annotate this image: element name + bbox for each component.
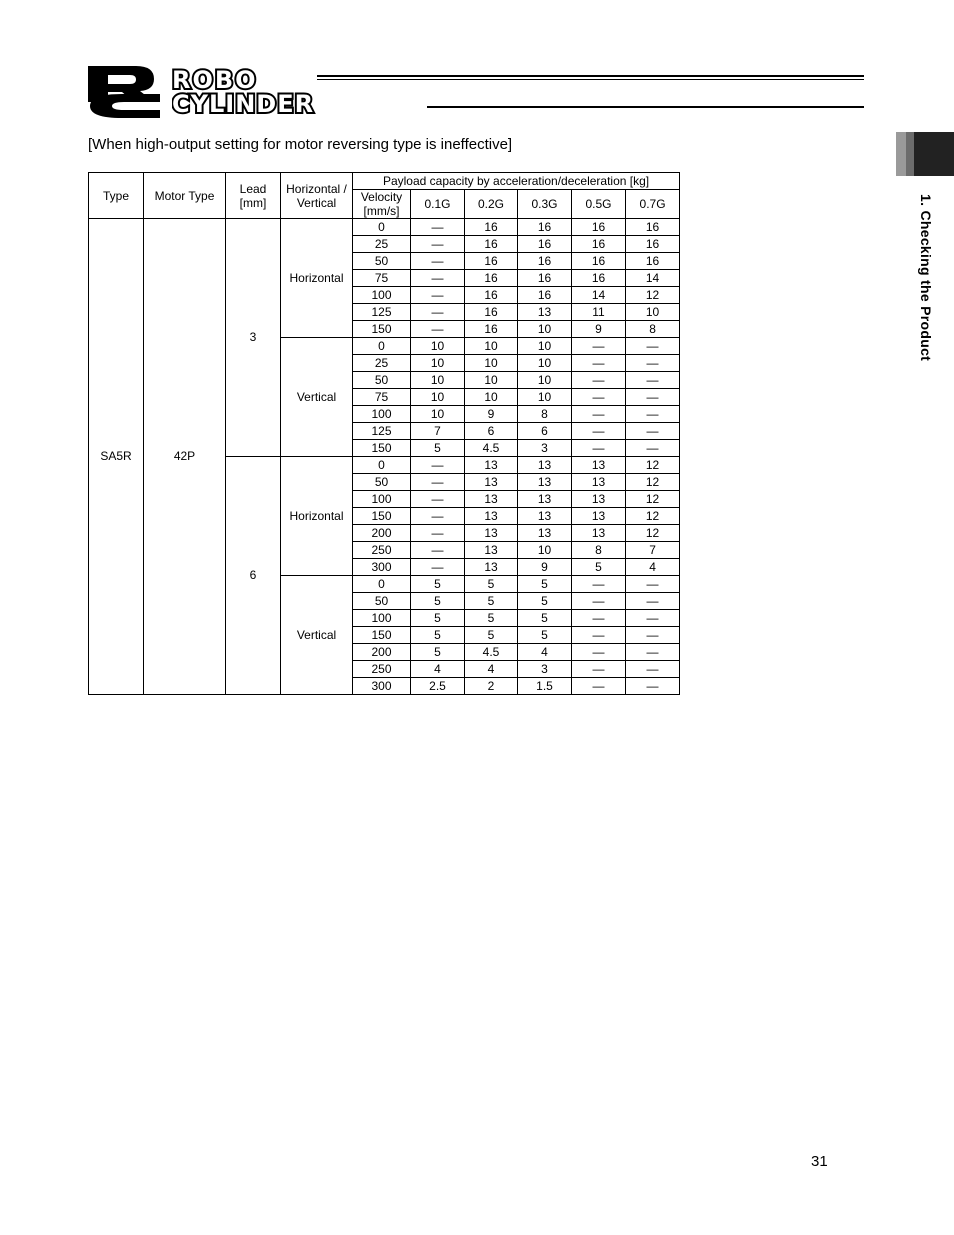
cell-payload: 10 — [518, 389, 572, 406]
payload-table — [88, 172, 680, 695]
header-accel: 0.7G — [626, 190, 680, 219]
cell-payload: 13 — [572, 508, 626, 525]
cell-payload: — — [411, 253, 465, 270]
cell-payload: 5 — [465, 576, 518, 593]
cell-payload: — — [411, 559, 465, 576]
cell-payload: 13 — [572, 474, 626, 491]
cell-velocity: 300 — [353, 559, 411, 576]
cell-payload: 10 — [518, 355, 572, 372]
svg-text:ROBO: ROBO — [172, 66, 258, 94]
cell-payload: 5 — [518, 576, 572, 593]
cell-velocity: 0 — [353, 457, 411, 474]
header-velocity: Velocity [mm/s] — [353, 190, 411, 219]
cell-velocity: 75 — [353, 389, 411, 406]
cell-velocity: 100 — [353, 406, 411, 423]
cell-payload: 13 — [518, 457, 572, 474]
cell-payload: 12 — [626, 457, 680, 474]
header-rule-top-thin — [317, 79, 864, 80]
cell-payload: 13 — [572, 491, 626, 508]
cell-payload: — — [411, 236, 465, 253]
header-rule-top — [317, 75, 864, 77]
cell-payload: 4.5 — [465, 644, 518, 661]
cell-payload: 7 — [411, 423, 465, 440]
cell-payload: — — [572, 644, 626, 661]
cell-payload: — — [572, 372, 626, 389]
cell-payload: 10 — [465, 355, 518, 372]
cell-payload: 16 — [465, 304, 518, 321]
cell-payload: 13 — [518, 304, 572, 321]
cell-payload: — — [411, 287, 465, 304]
cell-payload: 10 — [518, 542, 572, 559]
chapter-tab-marker — [896, 132, 954, 176]
payload-table-body — [89, 219, 680, 695]
cell-payload: 5 — [572, 559, 626, 576]
cell-payload: — — [572, 389, 626, 406]
robo-cylinder-logo — [86, 62, 426, 120]
header-accel: 0.1G — [411, 190, 465, 219]
cell-payload: — — [411, 304, 465, 321]
cell-motor-type: 42P — [144, 219, 226, 695]
cell-velocity: 150 — [353, 440, 411, 457]
cell-payload: 13 — [465, 457, 518, 474]
cell-payload: 2.5 — [411, 678, 465, 695]
cell-payload: 16 — [518, 236, 572, 253]
cell-type: SA5R — [89, 219, 144, 695]
cell-payload: 11 — [572, 304, 626, 321]
cell-payload: — — [572, 593, 626, 610]
cell-payload: 5 — [411, 627, 465, 644]
cell-payload: — — [572, 576, 626, 593]
cell-payload: 5 — [518, 593, 572, 610]
cell-payload: 5 — [411, 576, 465, 593]
cell-payload: — — [572, 423, 626, 440]
cell-payload: 3 — [518, 440, 572, 457]
cell-payload: — — [626, 389, 680, 406]
header-type: Type — [89, 173, 144, 219]
cell-velocity: 150 — [353, 508, 411, 525]
cell-payload: — — [411, 491, 465, 508]
cell-payload: — — [572, 661, 626, 678]
cell-velocity: 50 — [353, 474, 411, 491]
cell-payload: 13 — [518, 508, 572, 525]
cell-payload: 3 — [518, 661, 572, 678]
cell-payload: 10 — [465, 338, 518, 355]
header-accel: 0.5G — [572, 190, 626, 219]
cell-payload: 16 — [518, 270, 572, 287]
cell-payload: 10 — [411, 338, 465, 355]
cell-velocity: 200 — [353, 644, 411, 661]
section-title: [When high-output setting for motor reversing type is ineffective] — [88, 136, 513, 153]
cell-payload: — — [411, 219, 465, 236]
cell-orientation: Horizontal — [281, 457, 353, 576]
cell-velocity: 25 — [353, 236, 411, 253]
cell-payload: — — [626, 661, 680, 678]
cell-payload: — — [626, 610, 680, 627]
cell-payload: — — [626, 355, 680, 372]
logo-wordmark-art — [172, 66, 422, 118]
cell-velocity: 0 — [353, 338, 411, 355]
cell-payload: 5 — [411, 440, 465, 457]
cell-payload: 16 — [572, 219, 626, 236]
cell-orientation: Horizontal — [281, 219, 353, 338]
cell-orientation: Vertical — [281, 338, 353, 457]
cell-payload: 10 — [518, 338, 572, 355]
cell-payload: 5 — [465, 610, 518, 627]
cell-velocity: 100 — [353, 491, 411, 508]
header-motor-type: Motor Type — [144, 173, 226, 219]
cell-payload: 16 — [465, 287, 518, 304]
cell-velocity: 300 — [353, 678, 411, 695]
page-number: 31 — [811, 1153, 828, 1170]
cell-payload: 7 — [626, 542, 680, 559]
cell-payload: — — [411, 525, 465, 542]
cell-payload: — — [411, 542, 465, 559]
cell-lead: 6 — [226, 457, 281, 695]
cell-payload: — — [626, 372, 680, 389]
cell-payload: 13 — [465, 542, 518, 559]
cell-payload: — — [572, 406, 626, 423]
header-rule-bottom — [427, 106, 864, 108]
header-accel: 0.3G — [518, 190, 572, 219]
cell-payload: 12 — [626, 491, 680, 508]
cell-payload: 4 — [626, 559, 680, 576]
cell-payload: 13 — [572, 525, 626, 542]
cell-payload: 8 — [518, 406, 572, 423]
cell-payload: 16 — [465, 236, 518, 253]
cell-velocity: 25 — [353, 355, 411, 372]
cell-payload: 10 — [465, 372, 518, 389]
cell-payload: 6 — [518, 423, 572, 440]
cell-payload: — — [572, 355, 626, 372]
cell-payload: — — [626, 644, 680, 661]
cell-payload: 5 — [411, 644, 465, 661]
cell-payload: — — [626, 593, 680, 610]
cell-velocity: 150 — [353, 321, 411, 338]
cell-payload: 16 — [572, 253, 626, 270]
cell-payload: 5 — [518, 627, 572, 644]
cell-velocity: 250 — [353, 542, 411, 559]
cell-payload: — — [572, 338, 626, 355]
cell-orientation: Vertical — [281, 576, 353, 695]
cell-payload: 13 — [465, 508, 518, 525]
cell-payload: 13 — [518, 525, 572, 542]
cell-payload: — — [572, 610, 626, 627]
cell-payload: 5 — [465, 593, 518, 610]
cell-payload: 16 — [465, 270, 518, 287]
cell-lead: 3 — [226, 219, 281, 457]
cell-payload: — — [626, 678, 680, 695]
cell-payload: 8 — [626, 321, 680, 338]
cell-payload: — — [572, 627, 626, 644]
cell-payload: 5 — [411, 593, 465, 610]
cell-payload: 10 — [411, 372, 465, 389]
cell-payload: 10 — [411, 355, 465, 372]
cell-payload: 9 — [518, 559, 572, 576]
cell-payload: 16 — [572, 236, 626, 253]
cell-payload: 13 — [465, 525, 518, 542]
cell-payload: 4.5 — [465, 440, 518, 457]
cell-payload: 10 — [518, 372, 572, 389]
cell-payload: 16 — [572, 270, 626, 287]
cell-payload: — — [626, 406, 680, 423]
header-payload-group: Payload capacity by acceleration/deceleration [kg] — [353, 173, 680, 190]
cell-velocity: 50 — [353, 593, 411, 610]
cell-payload: 4 — [518, 644, 572, 661]
cell-payload: 10 — [626, 304, 680, 321]
cell-payload: 1.5 — [518, 678, 572, 695]
cell-payload: 16 — [465, 321, 518, 338]
cell-velocity: 200 — [353, 525, 411, 542]
cell-payload: 12 — [626, 474, 680, 491]
cell-payload: 16 — [626, 219, 680, 236]
table-row — [89, 219, 680, 236]
cell-velocity: 75 — [353, 270, 411, 287]
cell-velocity: 150 — [353, 627, 411, 644]
cell-payload: 10 — [518, 321, 572, 338]
cell-payload: 13 — [518, 474, 572, 491]
cell-velocity: 0 — [353, 219, 411, 236]
cell-payload: — — [572, 440, 626, 457]
cell-payload: — — [626, 338, 680, 355]
cell-payload: 12 — [626, 525, 680, 542]
cell-payload: — — [411, 508, 465, 525]
cell-payload: 14 — [572, 287, 626, 304]
cell-payload: — — [411, 321, 465, 338]
cell-payload: 10 — [465, 389, 518, 406]
cell-velocity: 125 — [353, 304, 411, 321]
chapter-tab-label: 1. Checking the Product — [918, 194, 934, 362]
cell-payload: 14 — [626, 270, 680, 287]
cell-velocity: 50 — [353, 372, 411, 389]
cell-payload: 16 — [465, 253, 518, 270]
cell-payload: — — [411, 457, 465, 474]
cell-velocity: 100 — [353, 610, 411, 627]
cell-payload: 16 — [518, 219, 572, 236]
svg-text:CYLINDER: CYLINDER — [172, 90, 315, 118]
cell-payload: 9 — [465, 406, 518, 423]
cell-velocity: 50 — [353, 253, 411, 270]
cell-payload: 12 — [626, 287, 680, 304]
cell-velocity: 250 — [353, 661, 411, 678]
cell-payload: 16 — [518, 287, 572, 304]
cell-payload: 16 — [465, 219, 518, 236]
cell-payload: 9 — [572, 321, 626, 338]
cell-payload: — — [411, 270, 465, 287]
cell-payload: — — [626, 423, 680, 440]
cell-payload: 16 — [626, 236, 680, 253]
cell-payload: — — [626, 440, 680, 457]
cell-payload: 13 — [465, 474, 518, 491]
cell-payload: — — [411, 474, 465, 491]
cell-payload: 6 — [465, 423, 518, 440]
cell-payload: 10 — [411, 389, 465, 406]
cell-payload: 13 — [518, 491, 572, 508]
cell-payload: 13 — [465, 559, 518, 576]
cell-payload: 4 — [465, 661, 518, 678]
cell-payload: — — [572, 678, 626, 695]
cell-payload: 13 — [465, 491, 518, 508]
cell-payload: 2 — [465, 678, 518, 695]
header-lead: Lead [mm] — [226, 173, 281, 219]
cell-payload: 16 — [518, 253, 572, 270]
cell-payload: 8 — [572, 542, 626, 559]
cell-payload: 5 — [518, 610, 572, 627]
cell-payload: 5 — [411, 610, 465, 627]
header-orientation: Horizontal / Vertical — [281, 173, 353, 219]
cell-payload: — — [626, 576, 680, 593]
cell-velocity: 100 — [353, 287, 411, 304]
cell-payload: 10 — [411, 406, 465, 423]
cell-payload: 13 — [572, 457, 626, 474]
cell-payload: 16 — [626, 253, 680, 270]
header-accel: 0.2G — [465, 190, 518, 219]
cell-velocity: 0 — [353, 576, 411, 593]
cell-payload: 12 — [626, 508, 680, 525]
cell-payload: — — [626, 627, 680, 644]
cell-velocity: 125 — [353, 423, 411, 440]
cell-payload: 5 — [465, 627, 518, 644]
cell-payload: 4 — [411, 661, 465, 678]
